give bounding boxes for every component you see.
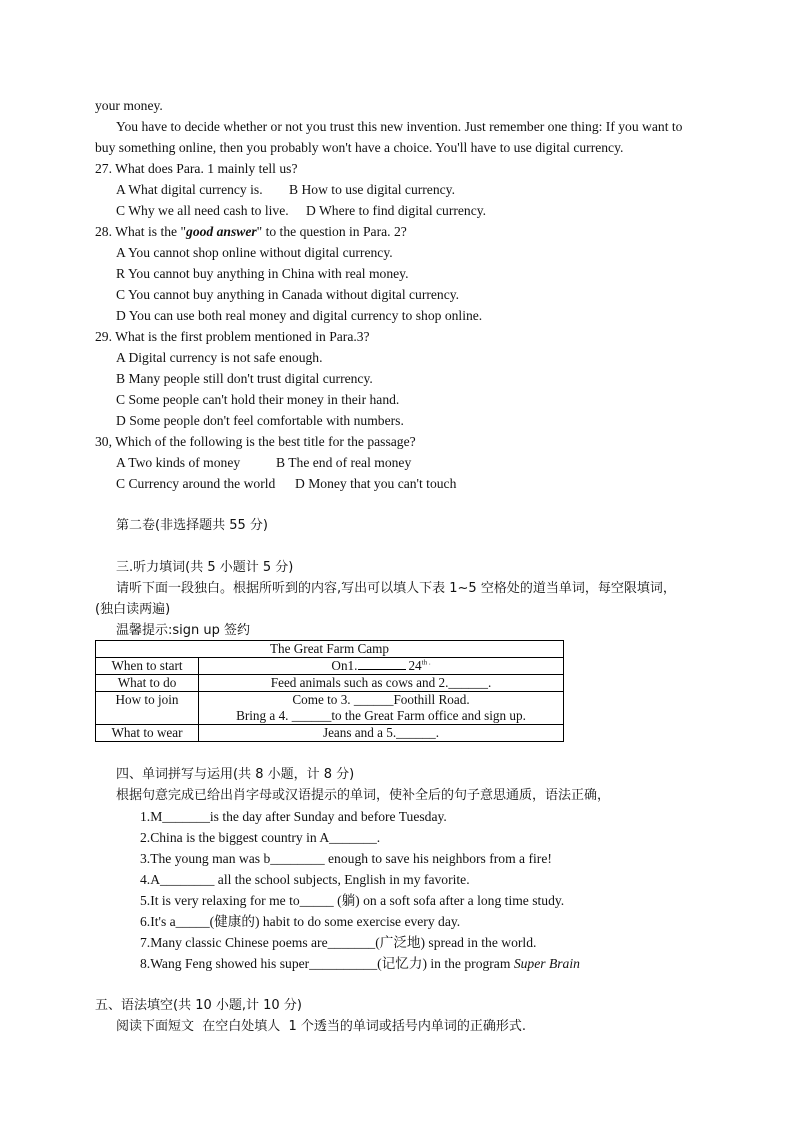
option-d: D You can use both real money and digital currency to shop online. xyxy=(116,308,483,323)
exercise-item: 1.M_______is the day after Sunday and before Tuesday. xyxy=(140,809,447,824)
part-title: 第二卷(非选择题共 55 分) xyxy=(116,518,268,533)
exercise-item: 6.It's a_____(健康的) habit to do some exercise every day. xyxy=(140,914,461,929)
table-row xyxy=(96,658,564,675)
table-title: The Great Farm Camp xyxy=(96,641,564,658)
option-a: A What digital currency is. xyxy=(116,182,263,197)
exercise-item: 3.The young man was b________ enough to save his neighbors from a fire! xyxy=(140,851,552,866)
section-title: 三.听力填词(共 5 小题计 5 分) xyxy=(116,560,294,575)
section-instruction: 请听下面一段独白。根据所听到的内容,写出可以填人下表 1~5 空格处的道当单词，每空限填词， xyxy=(116,581,676,596)
option-d: D Money that you can't touch xyxy=(295,476,457,491)
option-d: D Some people don't feel comfortable with numbers. xyxy=(116,413,404,428)
option-b: B Many people still don't trust digital currency. xyxy=(116,371,373,386)
section-instruction: (独白读两遍) xyxy=(95,602,171,617)
row-value xyxy=(199,658,564,675)
option-a: A Digital currency is not safe enough. xyxy=(116,350,323,365)
blank-1-line xyxy=(358,658,406,670)
passage-line: your money. xyxy=(95,98,163,113)
camp-table xyxy=(95,640,564,742)
date-text: 24 xyxy=(408,658,422,673)
exercise-item: 2.China is the biggest country in A_______. xyxy=(140,830,381,845)
program-name: Super Brain xyxy=(513,956,580,971)
passage-line: You have to decide whether or not you trust this new invention. Just remember one thing: If you want to xyxy=(116,119,683,134)
question-stem: 30, Which of the following is the best title for the passage? xyxy=(95,434,416,449)
exercise-item: 7.Many classic Chinese poems are_______(广泛地) spread in the world. xyxy=(140,935,537,950)
row-value-line: Bring a 4. ______to the Great Farm office and sign up. xyxy=(236,708,526,723)
row-value: Jeans and a 5.______. xyxy=(199,725,564,742)
option-a: A Two kinds of money xyxy=(116,455,241,470)
table-row xyxy=(96,692,564,725)
section-instruction: 根据句意完成已给出肖字母或汉语提示的单词，使补全后的句子意思通质，语法正确， xyxy=(116,788,611,803)
row-value: Feed animals such as cows and 2.______. xyxy=(199,675,564,692)
row-label: What to wear xyxy=(96,725,199,742)
row-label: What to do xyxy=(96,675,199,692)
option-b: R You cannot buy anything in China with real money. xyxy=(116,266,409,281)
stem-text: 28. What is the " xyxy=(95,224,187,239)
date-suffix: th . xyxy=(421,658,431,667)
section-title: 五、语法填空(共 10 小题,计 10 分) xyxy=(95,998,302,1013)
passage-line: buy something online, then you probably won't have a choice. You'll have to use digital currency. xyxy=(95,140,624,155)
exercise-item xyxy=(140,955,580,973)
tip-text: 温馨提示:sign up 签约 xyxy=(116,623,251,638)
question-stem: 29. What is the first problem mentioned in Para.3? xyxy=(95,329,370,344)
exercise-item: 4.A________ all the school subjects, English in my favorite. xyxy=(140,872,470,887)
question-stem xyxy=(95,223,407,241)
question-stem: 27. What does Para. 1 mainly tell us? xyxy=(95,161,298,176)
option-d: D Where to find digital currency. xyxy=(306,203,487,218)
stem-text: " to the question in Para. 2? xyxy=(256,224,407,239)
table-row xyxy=(96,675,564,692)
section-title: 四、单词拼写与运用(共 8 小题，计 8 分) xyxy=(116,767,355,782)
item-text: 8.Wang Feng showed his super__________(记忆力) in the program xyxy=(140,956,514,971)
table-row xyxy=(96,641,564,658)
option-b: B The end of real money xyxy=(276,455,412,470)
option-c: C Currency around the world xyxy=(116,476,276,491)
blank-1-text: On1. xyxy=(331,658,358,673)
emphasized-phrase: good answer xyxy=(186,224,257,239)
option-c: C Why we all need cash to live. xyxy=(116,203,289,218)
row-value xyxy=(199,692,564,725)
table-row xyxy=(96,725,564,742)
row-label: How to join xyxy=(96,692,199,725)
section-instruction: 阅读下面短文 在空白处填人 1 个透当的单词或括号内单词的正确形式. xyxy=(116,1019,527,1034)
row-value-line: Come to 3. ______Foothill Road. xyxy=(292,692,470,707)
row-label: When to start xyxy=(96,658,199,675)
option-c: C Some people can't hold their money in their hand. xyxy=(116,392,400,407)
exercise-item: 5.It is very relaxing for me to_____ (躺) on a soft sofa after a long time study. xyxy=(140,893,565,908)
option-c: C You cannot buy anything in Canada without digital currency. xyxy=(116,287,460,302)
option-a: A You cannot shop online without digital currency. xyxy=(116,245,393,260)
option-b: B How to use digital currency. xyxy=(289,182,455,197)
